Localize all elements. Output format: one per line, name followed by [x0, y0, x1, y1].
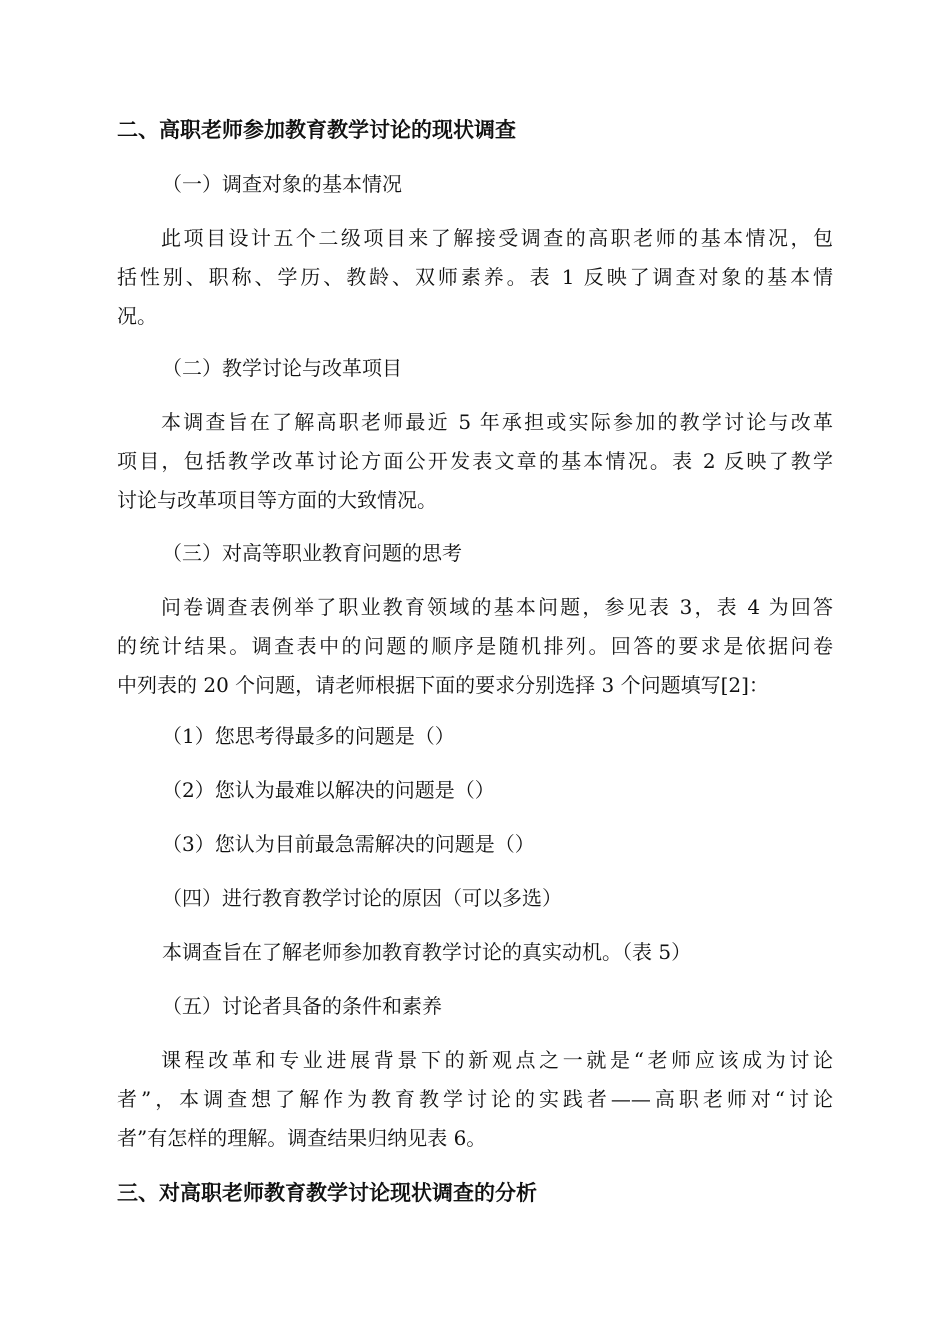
subsection-title-3: （三）对高等职业教育问题的思考	[162, 541, 462, 565]
paragraph-5	[117, 1041, 833, 1158]
question-item-1: （1）您思考得最多的问题是（）	[162, 724, 455, 748]
paragraph-line: 况。	[117, 304, 157, 328]
paragraph-4: 本调查旨在了解老师参加教育教学讨论的真实动机。（表 5）	[162, 940, 692, 964]
paragraph-3	[117, 588, 833, 705]
paragraph-line: 项目，包括教学改革讨论方面公开发表文章的基本情况。表 2 反映了教学	[117, 449, 833, 473]
section-heading-2: 二、高职老师参加教育教学讨论的现状调查	[117, 118, 516, 142]
paragraph-line: 者”，本调查想了解作为教育教学讨论的实践者——高职老师对“讨论	[117, 1087, 833, 1111]
paragraph-line: 课程改革和专业进展背景下的新观点之一就是“老师应该成为讨论	[161, 1048, 833, 1072]
paragraph-1	[117, 219, 833, 336]
paragraph-line: 的统计结果。调查表中的问题的顺序是随机排列。回答的要求是依据问卷	[117, 634, 833, 658]
question-item-2: （2）您认为最难以解决的问题是（）	[162, 778, 495, 802]
paragraph-2	[117, 403, 833, 520]
paragraph-line: 讨论与改革项目等方面的大致情况。	[117, 488, 437, 512]
paragraph-line: 中列表的 20 个问题，请老师根据下面的要求分别选择 3 个问题填写[2]：	[117, 673, 769, 697]
subsection-title-1: （一）调查对象的基本情况	[162, 172, 402, 196]
paragraph-line: 者”有怎样的理解。调查结果归纳见表 6。	[117, 1126, 487, 1150]
subsection-title-4: （四）进行教育教学讨论的原因（可以多选）	[162, 886, 562, 910]
paragraph-line: 本调查旨在了解高职老师最近 5 年承担或实际参加的教学讨论与改革	[161, 410, 833, 434]
paragraph-line: 问卷调查表例举了职业教育领域的基本问题，参见表 3，表 4 为回答	[161, 595, 833, 619]
subsection-title-2: （二）教学讨论与改革项目	[162, 356, 402, 380]
paragraph-line: 此项目设计五个二级项目来了解接受调查的高职老师的基本情况，包	[161, 226, 833, 250]
section-heading-3: 三、对高职老师教育教学讨论现状调查的分析	[117, 1181, 537, 1205]
paragraph-line: 括性别、职称、学历、教龄、双师素养。表 1 反映了调查对象的基本情	[117, 265, 833, 289]
subsection-title-5: （五）讨论者具备的条件和素养	[162, 994, 442, 1018]
question-item-3: （3）您认为目前最急需解决的问题是（）	[162, 832, 535, 856]
